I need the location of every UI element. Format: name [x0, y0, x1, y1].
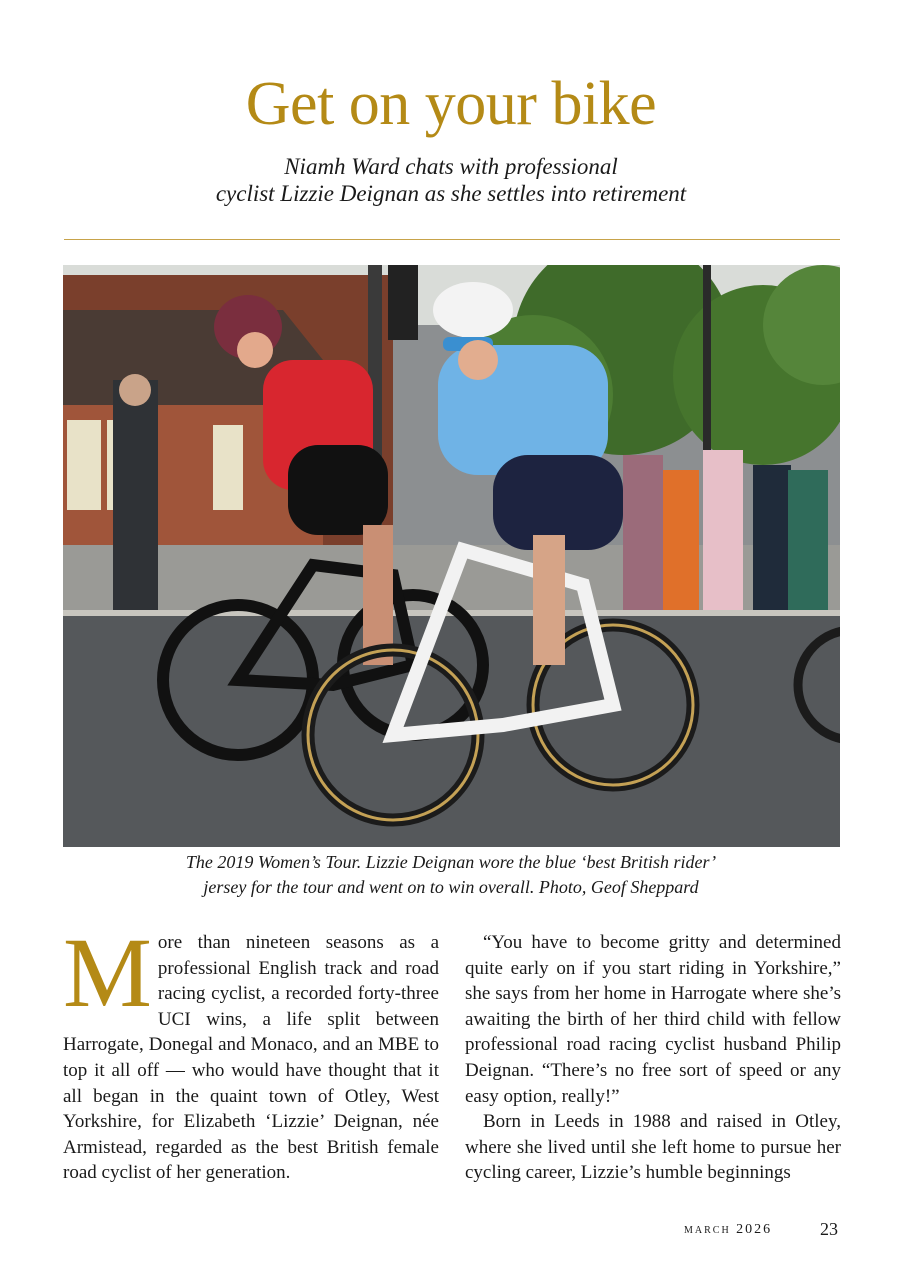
- cyclists-illustration: [63, 265, 840, 847]
- caption-line-1: The 2019 Women’s Tour. Lizzie Deignan wore the blue ‘best British rider’: [185, 852, 717, 872]
- standfirst: [0, 153, 902, 207]
- standfirst-line-1: Niamh Ward chats with professional: [284, 154, 618, 179]
- issue-date: march 2026: [684, 1222, 773, 1237]
- body-paragraph-quote: “You have to become gritty and determined quite early on if you start riding in Yorkshire,” she says from her home in Harrogate where she’s awaiting the birth of her third child with fellow professional road racing cyclist husband Philip Deignan. “There’s no free sort of speed or any easy option, really!”: [465, 932, 841, 1107]
- photo-caption: [0, 850, 902, 900]
- body-column-left: [63, 917, 439, 1186]
- caption-line-2: jersey for the tour and went on to win overall. Photo, Geof Sheppard: [203, 877, 699, 897]
- article-title: Get on your bike: [245, 70, 657, 138]
- article-photo: [63, 265, 840, 847]
- body-column-right: [465, 930, 841, 1186]
- body-paragraph: ore than nineteen seasons as a professional English track and road racing cyclist, a recorded forty-three UCI wins, a life split between Harrogate, Donegal and Monaco, and an MBE to top it all off — who would have thought that it all began in the quaint town of Otley, West Yorkshire, for Elizabeth ‘Lizzie’ Deignan, née Armistead, regarded as the best British female road cyclist of her generation.: [63, 932, 439, 1184]
- body-paragraph: Born in Leeds in 1988 and raised in Otley, where she lived until she left home to pursue her cycling career, Lizzie’s humble beginnings: [465, 1111, 841, 1184]
- page-number: 23: [820, 1219, 838, 1239]
- standfirst-line-2: cyclist Lizzie Deignan as she settles into retirement: [215, 181, 687, 206]
- drop-cap: M: [63, 917, 152, 1028]
- title-divider: [64, 239, 840, 240]
